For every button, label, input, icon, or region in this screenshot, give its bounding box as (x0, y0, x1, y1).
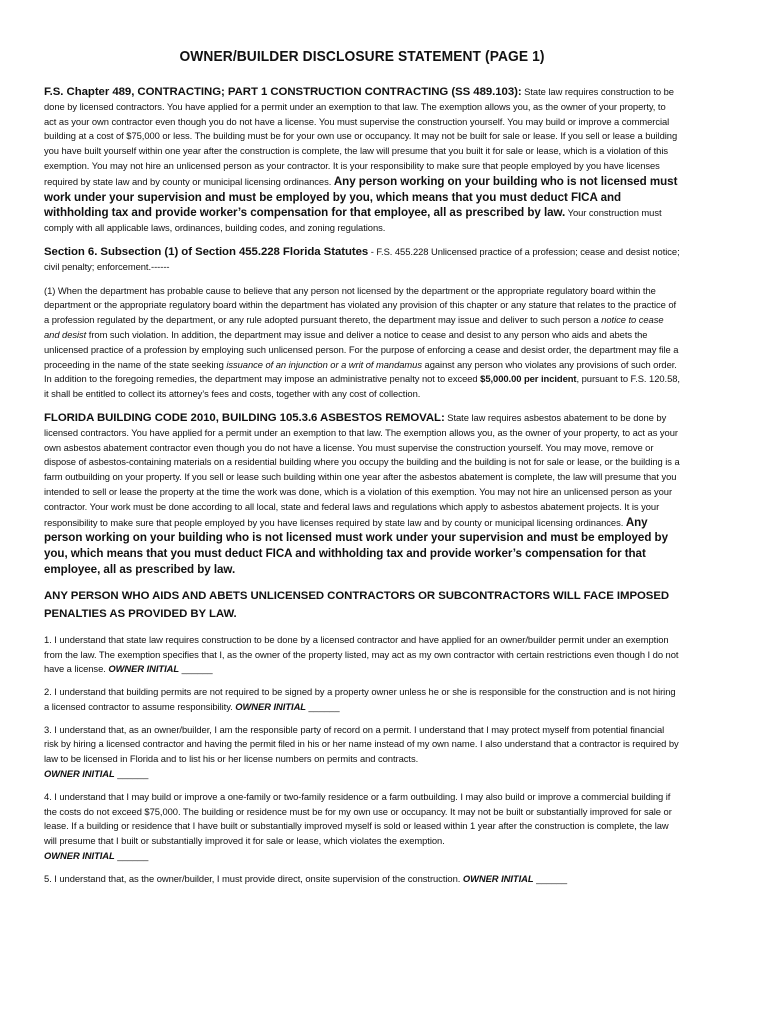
acknowledgement-item-5 (44, 872, 680, 887)
section-tail: Your construction must comply with all applicable laws, ordinances, building codes, and zoning regulations. (44, 207, 662, 234)
section-heading: FLORIDA BUILDING CODE 2010, BUILDING 105.3.6 ASBESTOS REMOVAL: (44, 411, 445, 424)
owner-initial-blank[interactable]: ______ (305, 700, 340, 712)
section-body: State law requires asbestos abatement to be done by licensed contractors. You have applied for a permit under an exemption to that law. The exemption allows you, as the owner of your property, to act as your own asbestos abatement contractor even though you do not have a license. You must supervise the construction yourself. You may move, remove or dispose of asbestos-containing materials on a residential building where you occupy the building and the building is not for sale or lease, or the building is a farm outbuilding on your property. If you sell or lease such building within one year after the asbestos abatement is complete, the law will presume that you intended to sell or lease the property at the time the work was done, which is a violation of this exemption. You may not hire an unlicensed person as your contractor. Your work must be done according to all local, state and federal laws and regulations which apply to asbestos abatement projects. It is your responsibility to make sure that people employed by you have licenses required by state law and by county or municipal licensing ordinances. (44, 411, 680, 528)
paragraph-text: (1) When the department has probable cause to believe that any person not licensed by the department or the appropriate regulatory board within the department or the appropriate regulatory board within the department has violated any provision of this chapter or any stature that relates to the practice of a profession regulated by the department, or any rule adopted pursuant thereto, the department may issue and deliver to such person a (44, 284, 677, 326)
page-title: OWNER/BUILDER DISCLOSURE STATEMENT (PAGE 1) (179, 48, 545, 65)
item-text: 4. I understand that I may build or improve a one-family or two-family residence or a farm outbuilding. I may also build or improve a commercial building if the costs do not exceed $75,000. The building or residence must be for my own use or occupancy. It may not be built or substantially improved for sale or lease. If a building or residence that I have built or substantially improved myself is sold or leased within 1 year after the construction is complete, the law will presume that I built or substantially improved it for sale or lease, which violates the exemption. (44, 790, 672, 847)
section-body: State law requires construction to be done by licensed contractors. You have applied for a permit under an exemption to that law. The exemption allows you, as the owner of your property, to act as your own contractor even though you do not have a license. You must supervise the construction yourself. You may build or improve a commercial building at a cost of $75,000 or less. The building must be for your own use or occupancy. It may not be built for sale or lease. If you sell or lease a building you have built yourself within one year after the construction is complete, the law will presume that you built it for sale or lease, which is a violation of this exemption. You may not hire an unlicensed person as your contractor. It is your responsibility to make sure that people employed by you have licenses required by state law and by county or municipal licensing ordinances. (44, 86, 678, 187)
owner-initial-label: OWNER INITIAL (44, 850, 115, 862)
acknowledgement-item-4 (44, 790, 680, 864)
owner-initial-blank[interactable]: ______ (114, 850, 149, 862)
penalty-warning: ANY PERSON WHO AIDS AND ABETS UNLICENSED CONTRACTORS OR SUBCONTRACTORS WILL FACE IMPOSED PENALTIES AS PROVIDED BY LAW. (44, 589, 670, 620)
section-heading: Section 6. Subsection (1) of Section 455.228 Florida Statutes (44, 245, 369, 258)
paragraph-emphasis: notice to cease and desist (44, 314, 664, 340)
section-bold-notice: Any person working on your building who is not licensed must work under your supervision and must be employed by you, which means that you must deduct FICA and withholding tax and provide worker’s compensation for that employee, all as prescribed by law. (44, 515, 668, 576)
item-text: 3. I understand that, as an owner/builder, I am the responsible party of record on a permit. I understand that I may protect myself from potential financial risk by hiring a licensed contractor and having the permit filed in his or her name instead of my own name. I also understand that a contractor is required by law to be licensed in Florida and to list his or her license numbers on permits and contracts. (44, 723, 679, 765)
owner-initial-label: OWNER INITIAL (235, 700, 306, 712)
penalty-amount: $5,000.00 per incident (480, 373, 577, 385)
owner-initial-blank[interactable]: ______ (179, 663, 213, 675)
paragraph-emphasis: issuance of an injunction or a writ of mandamus (226, 358, 422, 370)
item-text: 5. I understand that, as the owner/builder, I must provide direct, onsite supervision of the construction. (44, 872, 463, 884)
acknowledgement-item-1 (44, 633, 680, 677)
acknowledgement-item-3 (44, 723, 680, 782)
section-455-228 (44, 245, 680, 275)
section-dash: - (368, 245, 377, 257)
item-text: 2. I understand that building permits are not required to be signed by a property owner unless he or she is responsible for the construction and is not hiring a licensed contractor to assume responsibility. (44, 686, 676, 712)
owner-initial-blank[interactable]: ______ (114, 768, 149, 780)
paragraph-text: against any person who violates any provisions of such order. In addition to the foregoing remedies, the department may impose an administrative penalty not to exceed (44, 358, 677, 385)
owner-initial-label: OWNER INITIAL (462, 872, 534, 884)
owner-initial-blank[interactable]: ______ (533, 872, 568, 884)
owner-initial-label: OWNER INITIAL (108, 663, 180, 675)
section-bold-notice: Any person working on your building who is not licensed must work under your supervision and must be employed by you, which means that you must deduct FICA and withholding tax and provide worker’s compensation for that employee, all as prescribed by law. (44, 174, 678, 220)
section-heading: F.S. Chapter 489, CONTRACTING; PART 1 CONSTRUCTION CONTRACTING (SS 489.103): (44, 86, 522, 98)
section-asbestos-removal (44, 411, 680, 578)
item-text: 1. I understand that state law requires construction to be done by a licensed contractor and have applied for an owner/builder permit under an exemption from the law. The exemption specifies that I, as the owner of the property listed, may act as my own contractor with certain restrictions even though I do not have a license. (44, 633, 679, 675)
section-chapter-489 (44, 85, 680, 236)
owner-initial-label: OWNER INITIAL (44, 768, 115, 780)
document-page (44, 48, 680, 895)
section-455-228-subsection-1 (44, 284, 680, 402)
paragraph-text: from such violation. In addition, the department may issue and deliver a notice to cease and desist to any person who aids and abets the unlicensed practice of a profession by employing such unlicensed person. For the purpose of enforcing a cease and desist order, the department may file a proceeding in the name of the state seeking (44, 328, 679, 370)
paragraph-text: , pursuant to F.S. 120.58, it shall be entitled to collect its attorney’s fees and costs, together with any cost of collection. (44, 373, 680, 400)
section-body: F.S. 455.228 Unlicensed practice of a profession; cease and desist notice; civil penalty; enforcement.------ (44, 245, 680, 272)
acknowledgement-item-2 (44, 685, 680, 715)
